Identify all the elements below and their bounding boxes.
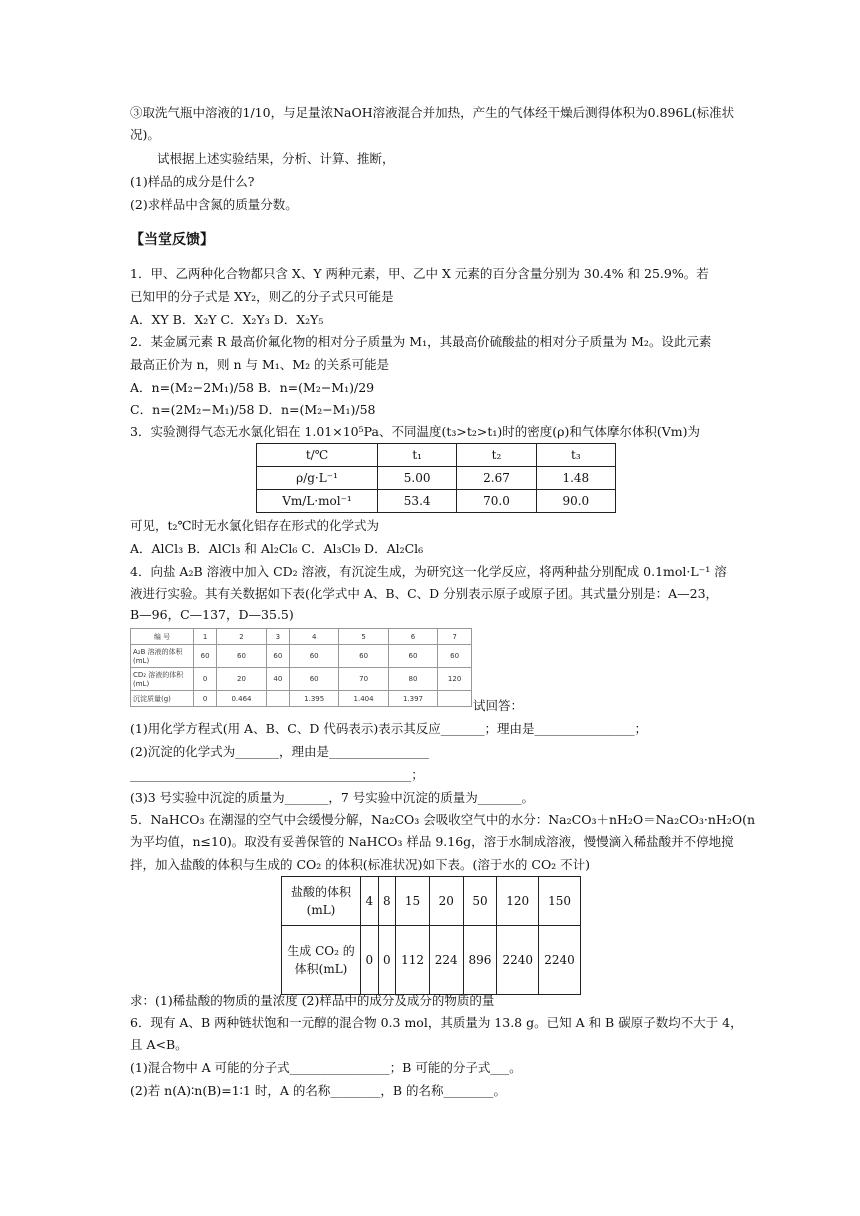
- text-line: 已知甲的分子式是 XY₂，则乙的分子式只可能是: [130, 289, 394, 304]
- table-cell: 0: [194, 668, 217, 691]
- table-cell: 60: [289, 668, 338, 691]
- section-heading: 【当堂反馈】: [130, 232, 214, 248]
- table-cell: 生成 CO₂ 的体积(mL): [282, 926, 361, 995]
- table-cell: 2.67: [457, 467, 536, 490]
- text-line: 试根据上述实验结果，分析、计算、推断，: [157, 151, 395, 166]
- table-cell: 150: [539, 877, 581, 926]
- table-row: [257, 467, 616, 490]
- table-cell: 沉淀质量(g): [131, 691, 194, 707]
- text-line: 最高正价为 n，则 n 与 M₁、M₂ 的关系可能是: [130, 357, 390, 372]
- table-cell: CD₂ 溶液的体积(mL): [131, 668, 194, 691]
- text-line: (2)若 n(A)∶n(B)=1∶1 时，A 的名称________，B 的名称________。: [130, 1083, 507, 1098]
- table-row: [257, 490, 616, 513]
- text-line: (2)沉淀的化学式为_______，理由是________________: [130, 744, 429, 759]
- table-cell: 15: [396, 877, 430, 926]
- table-experiment: [130, 628, 472, 707]
- table-cell: 2240: [539, 926, 581, 995]
- text-line: 液进行实验。其有关数据如下表(化学式中 A、B、C、D 分别表示原子或原子团。其式量分别是：A—23，: [130, 586, 719, 601]
- text-line: 拌，加入盐酸的体积与生成的 CO₂ 的体积(标准状况)如下表。(溶于水的 CO₂ 不计): [130, 857, 591, 872]
- text-line: 4．向盐 A₂B 溶液中加入 CD₂ 溶液，有沉淀生成，为研究这一化学反应，将两种盐分别配成 0.1mol·L⁻¹ 溶: [130, 564, 727, 579]
- table-cell: 70.0: [457, 490, 536, 513]
- text-line: 况)。: [130, 127, 160, 142]
- table-cell: 60: [289, 645, 338, 668]
- table-cell: 4: [361, 877, 379, 926]
- table-header: 5: [339, 629, 388, 645]
- table-cell: 896: [463, 926, 497, 995]
- table-cell: 2240: [497, 926, 539, 995]
- text-line: (1)样品的成分是什么?: [130, 174, 255, 189]
- table-header: 6: [388, 629, 437, 645]
- table-cell: 60: [339, 645, 388, 668]
- table-cell: 224: [429, 926, 463, 995]
- table-cell: 90.0: [536, 490, 615, 513]
- text-line: (3)3 号实验中沉淀的质量为_______，7 号实验中沉淀的质量为_______。: [130, 790, 535, 805]
- table-cell: 盐酸的体积(mL): [282, 877, 361, 926]
- table-density: [256, 443, 616, 513]
- table-header: t₂: [457, 444, 536, 467]
- table-cell: 60: [217, 645, 266, 668]
- table-cell: 60: [266, 645, 289, 668]
- table-cell: 20: [217, 668, 266, 691]
- table-row: [131, 668, 472, 691]
- table-co2: [281, 876, 581, 995]
- table-cell: 20: [429, 877, 463, 926]
- table-row: [131, 645, 472, 668]
- table-header: 3: [266, 629, 289, 645]
- table-cell: 1.395: [289, 691, 338, 707]
- text-line: 6．现有 A、B 两种链状饱和一元醇的混合物 0.3 mol，其质量为 13.8 g。已知 A 和 B 碳原子数均不大于 4，: [130, 1015, 743, 1030]
- table-header: 编 号: [131, 629, 194, 645]
- text-line: C．n=(2M₂−M₁)/58 D．n=(M₂−M₁)/58: [130, 402, 376, 417]
- text-line: _____________________________________________；: [130, 767, 424, 782]
- table-cell: 8: [378, 877, 396, 926]
- text-line: 求：(1)稀盐酸的物质的量浓度 (2)样品中的成分及成分的物质的量: [130, 993, 495, 1008]
- text-line: 为平均值，n≤10)。取没有妥善保管的 NaHCO₃ 样品 9.16g，溶于水制成溶液，慢慢滴入稀盐酸并不停地搅: [130, 834, 734, 849]
- table-header: 4: [289, 629, 338, 645]
- table-cell: [438, 691, 472, 707]
- table-cell: 53.4: [378, 490, 457, 513]
- table-cell: 0: [361, 926, 379, 995]
- table-cell: 60: [388, 645, 437, 668]
- table-cell: A₂B 溶液的体积(mL): [131, 645, 194, 668]
- table-row: [282, 877, 581, 926]
- table-cell: 1.48: [536, 467, 615, 490]
- text-line: A．n=(M₂−2M₁)/58 B．n=(M₂−M₁)/29: [130, 380, 375, 395]
- table-cell: 5.00: [378, 467, 457, 490]
- text-line: 可见，t₂℃时无水氯化铝存在形式的化学式为: [130, 518, 380, 533]
- text-line: ③取洗气瓶中溶液的1/10，与足量浓NaOH溶液混合并加热，产生的气体经干燥后测得体积为0.896L(标准状: [130, 105, 735, 120]
- text-line: 2．某金属元素 R 最高价氟化物的相对分子质量为 M₁，其最高价硫酸盐的相对分子质量为 M₂。设此元素: [130, 334, 712, 349]
- table-cell: [266, 691, 289, 707]
- text-line: B—96，C—137，D—35.5): [130, 607, 294, 622]
- text-line: (2)求样品中含氮的质量分数。: [130, 197, 298, 212]
- text-line: A．XY B．X₂Y C．X₂Y₃ D．X₂Y₅: [130, 312, 324, 327]
- table-cell: 120: [438, 668, 472, 691]
- table-cell: ρ/g·L⁻¹: [257, 467, 378, 490]
- table-header: 2: [217, 629, 266, 645]
- table-cell: 60: [438, 645, 472, 668]
- table-header: t₁: [378, 444, 457, 467]
- text-line: (1)用化学方程式(用 A、B、C、D 代码表示)表示其反应_______；理由是________________；: [130, 721, 647, 736]
- text-line: A．AlCl₃ B．AlCl₃ 和 Al₂Cl₆ C．Al₃Cl₉ D．Al₂Cl₆: [130, 541, 424, 556]
- text-line: 1．甲、乙两种化合物都只含 X、Y 两种元素，甲、乙中 X 元素的百分含量分别为 30.4% 和 25.9%。若: [130, 266, 709, 281]
- table-cell: 1.404: [339, 691, 388, 707]
- text-line: 试回答：: [473, 698, 524, 713]
- table-row: [131, 691, 472, 707]
- table-cell: 112: [396, 926, 430, 995]
- text-line: (1)混合物中 A 可能的分子式________________；B 可能的分子式___。: [130, 1060, 522, 1075]
- table-header: 1: [194, 629, 217, 645]
- text-line: 5．NaHCO₃ 在潮湿的空气中会缓慢分解，Na₂CO₃ 会吸收空气中的水分：Na₂CO₃＋nH₂O＝Na₂CO₃·nH₂O(n: [130, 812, 756, 827]
- table-header: t₃: [536, 444, 615, 467]
- table-cell: 0.464: [217, 691, 266, 707]
- table-cell: 80: [388, 668, 437, 691]
- table-row: [282, 926, 581, 995]
- text-line: 3．实验测得气态无水氯化铝在 1.01×10⁵Pa、不同温度(t₃>t₂>t₁)时的密度(ρ)和气体摩尔体积(Vm)为: [130, 424, 700, 439]
- table-header: 7: [438, 629, 472, 645]
- table-cell: 0: [378, 926, 396, 995]
- table-cell: 60: [194, 645, 217, 668]
- table-cell: 40: [266, 668, 289, 691]
- table-cell: 1.397: [388, 691, 437, 707]
- table-header: t/℃: [257, 444, 378, 467]
- table-cell: Vm/L·mol⁻¹: [257, 490, 378, 513]
- table-cell: 120: [497, 877, 539, 926]
- table-cell: 70: [339, 668, 388, 691]
- text-line: 且 A<B。: [130, 1037, 188, 1052]
- table-cell: 0: [194, 691, 217, 707]
- table-cell: 50: [463, 877, 497, 926]
